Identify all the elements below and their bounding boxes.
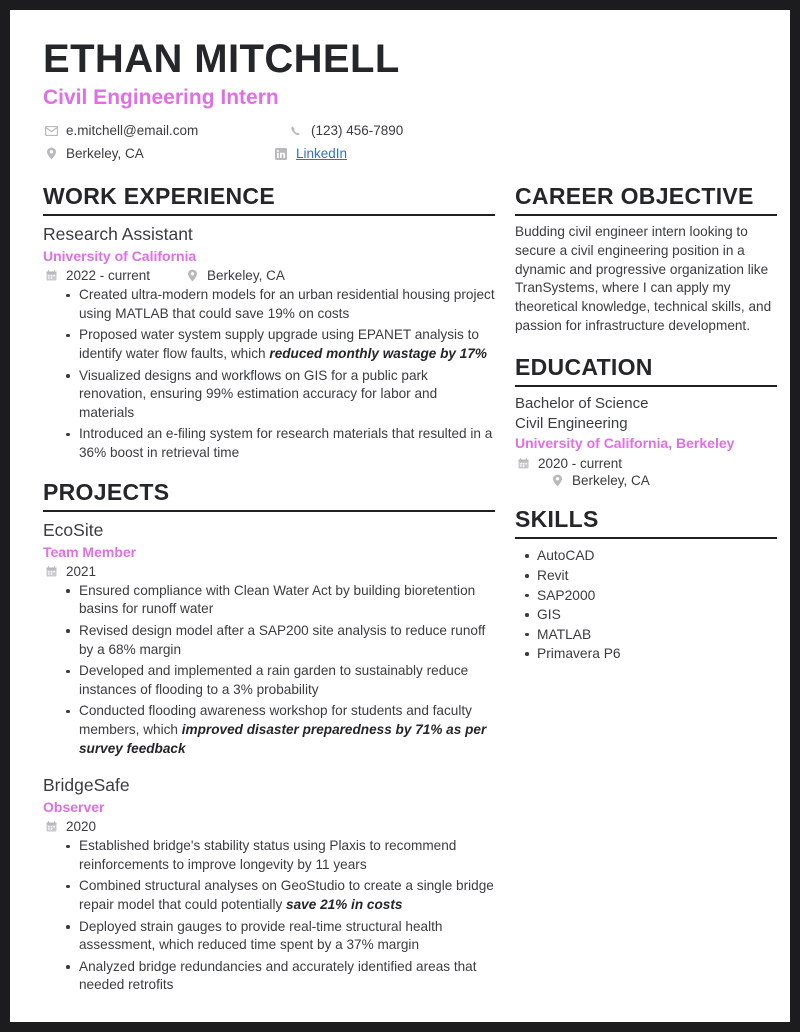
candidate-job-title: Civil Engineering Intern bbox=[43, 86, 279, 109]
contact-linkedin[interactable] bbox=[273, 142, 518, 165]
list-item: Analyzed bridge redundancies and accurately identified areas that needed retrofits bbox=[79, 958, 495, 995]
project-entry bbox=[43, 519, 495, 758]
project-entry bbox=[43, 774, 495, 995]
list-item: Introduced an e-filing system for research materials that resulted in a 36% boost in retrieval time bbox=[79, 425, 495, 462]
work-entry-bullets bbox=[43, 286, 495, 462]
project-entry-meta bbox=[43, 564, 495, 579]
calendar-icon bbox=[515, 458, 531, 469]
work-entry-meta bbox=[43, 268, 495, 283]
list-item: MATLAB bbox=[537, 625, 777, 645]
contact-linkedin-text[interactable]: LinkedIn bbox=[296, 146, 348, 162]
left-column bbox=[43, 183, 495, 1001]
right-column bbox=[515, 183, 777, 1001]
list-item: Proposed water system supply upgrade using EPANET analysis to identify water flow faults, which reduced monthly wastage by 17% bbox=[79, 326, 495, 363]
education-field: Civil Engineering bbox=[515, 414, 628, 432]
section-divider bbox=[515, 537, 777, 539]
work-entry-date-text: 2022 - current bbox=[66, 268, 151, 284]
project-entry-meta bbox=[43, 819, 495, 834]
list-item: Conducted flooding awareness workshop for students and faculty members, which improved disaster preparedness by 71% as per survey feedback bbox=[79, 702, 495, 758]
list-item: Revit bbox=[537, 566, 777, 586]
work-entry-organization: University of California bbox=[43, 247, 197, 264]
linkedin-icon bbox=[273, 148, 289, 160]
project-entry-date-text: 2021 bbox=[66, 563, 97, 579]
contact-email[interactable] bbox=[43, 119, 288, 142]
calendar-icon bbox=[43, 821, 59, 832]
project-entry-title: BridgeSafe bbox=[43, 775, 130, 796]
project-entry-date-text: 2020 bbox=[66, 819, 97, 835]
work-entry-location bbox=[184, 268, 285, 283]
location-pin-icon bbox=[549, 474, 565, 487]
phone-icon bbox=[288, 125, 304, 137]
list-item: Combined structural analyses on GeoStudio to create a single bridge repair model that could potentially save 21% in costs bbox=[79, 877, 495, 914]
list-item: Created ultra-modern models for an urban residential housing project using MATLAB that could save 19% on costs bbox=[79, 286, 495, 323]
resume-body bbox=[43, 183, 772, 1001]
location-pin-icon bbox=[43, 147, 59, 160]
project-entry-date bbox=[43, 819, 96, 834]
education-school: University of California, Berkeley bbox=[515, 435, 735, 452]
work-entry-date bbox=[43, 268, 150, 283]
section-title-skills: SKILLS bbox=[515, 506, 599, 533]
section-education bbox=[515, 354, 777, 489]
education-meta bbox=[515, 456, 777, 488]
list-item: Established bridge's stability status using Plaxis to recommend reinforcements to improve longevity by 11 years bbox=[79, 837, 495, 874]
envelope-icon bbox=[43, 126, 59, 136]
contact-location-text: Berkeley, CA bbox=[66, 146, 144, 162]
resume-header bbox=[43, 38, 757, 167]
contact-email-text: e.mitchell@email.com bbox=[66, 123, 199, 139]
list-item: Visualized designs and workflows on GIS for a public park renovation, ensuring 99% estimation accuracy for labor and materials bbox=[79, 367, 495, 423]
section-title-education: EDUCATION bbox=[515, 353, 653, 380]
list-item: Primavera P6 bbox=[537, 644, 777, 664]
education-date-text: 2020 - current bbox=[538, 456, 623, 472]
work-entry-location-text: Berkeley, CA bbox=[207, 268, 285, 284]
section-career-objective bbox=[515, 183, 777, 336]
section-title-projects: PROJECTS bbox=[43, 478, 170, 505]
section-skills bbox=[515, 506, 777, 664]
work-entry-title: Research Assistant bbox=[43, 224, 193, 245]
section-divider bbox=[515, 385, 777, 387]
project-entry-role: Observer bbox=[43, 798, 105, 815]
work-entry bbox=[43, 223, 495, 462]
list-item: AutoCAD bbox=[537, 546, 777, 566]
section-work-experience bbox=[43, 183, 495, 463]
education-location-text: Berkeley, CA bbox=[572, 473, 650, 489]
list-item: Deployed strain gauges to provide real-time structural health assessment, which reduced time spent by a 37% margin bbox=[79, 918, 495, 955]
section-divider bbox=[515, 214, 777, 216]
section-divider bbox=[43, 214, 495, 216]
section-divider bbox=[43, 510, 495, 512]
section-projects bbox=[43, 479, 495, 995]
education-date bbox=[515, 456, 777, 471]
list-item: SAP2000 bbox=[537, 586, 777, 606]
list-item: Revised design model after a SAP200 site analysis to reduce runoff by a 68% margin bbox=[79, 622, 495, 659]
section-title-work-experience: WORK EXPERIENCE bbox=[43, 183, 275, 210]
list-item: Developed and implemented a rain garden to sustainably reduce instances of flooding to a 3% probability bbox=[79, 662, 495, 699]
project-entry-bullets bbox=[43, 582, 495, 758]
contact-phone[interactable] bbox=[288, 119, 528, 142]
skills-list bbox=[515, 546, 777, 663]
calendar-icon bbox=[43, 270, 59, 281]
education-location bbox=[549, 473, 777, 488]
resume-page bbox=[10, 10, 790, 1022]
list-item: GIS bbox=[537, 605, 777, 625]
career-objective-text: Budding civil engineer intern looking to secure a civil engineering position in a dynamic and progressive organization like TranSystems, where I can apply my theoretical knowledge, technical skills, and passion for infrastructure development. bbox=[515, 224, 772, 333]
candidate-name: ETHAN MITCHELL bbox=[43, 37, 400, 81]
project-entry-date bbox=[43, 564, 96, 579]
project-entry-role: Team Member bbox=[43, 543, 137, 560]
calendar-icon bbox=[43, 566, 59, 577]
education-degree: Bachelor of Science bbox=[515, 394, 649, 412]
section-title-career-objective: CAREER OBJECTIVE bbox=[515, 183, 754, 210]
list-item: Ensured compliance with Clean Water Act by building bioretention basins for runoff water bbox=[79, 582, 495, 619]
project-entry-title: EcoSite bbox=[43, 519, 104, 540]
contact-location bbox=[43, 142, 273, 165]
contact-phone-text: (123) 456-7890 bbox=[311, 123, 404, 139]
location-pin-icon bbox=[184, 269, 200, 282]
contact-info bbox=[43, 119, 757, 165]
project-entry-bullets bbox=[43, 837, 495, 995]
